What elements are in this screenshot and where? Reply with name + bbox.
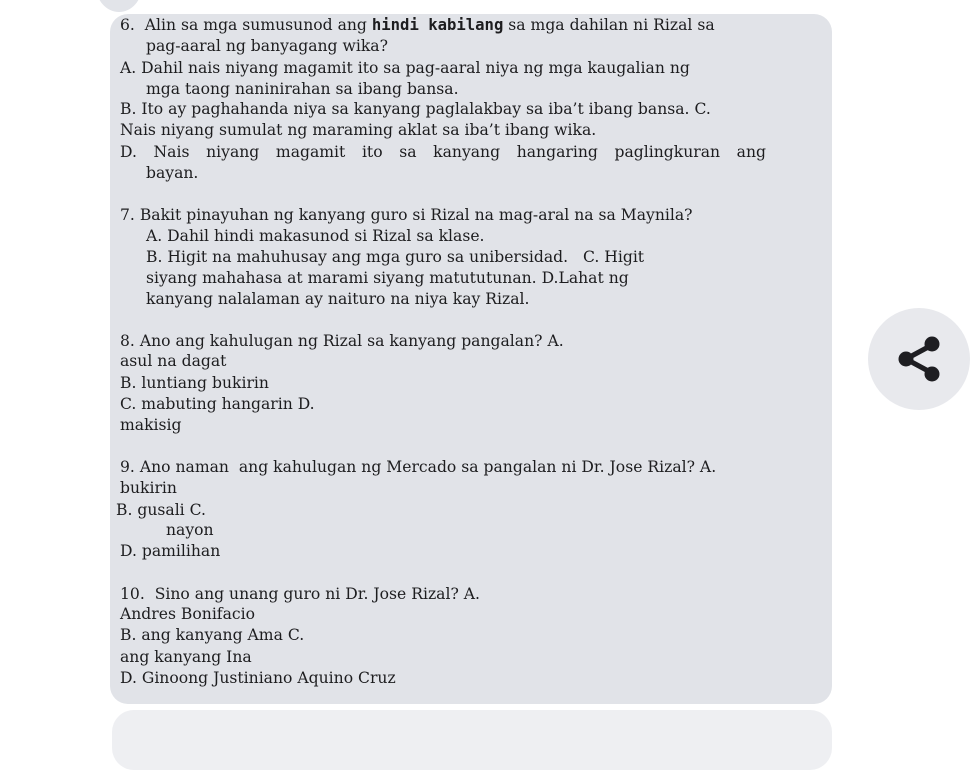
share-button[interactable] [868,308,970,410]
choice-a: A. Dahil hindi makasunod si Rizal sa klase. [146,227,485,245]
question-6-text-cont: pag-aaral ng banyagang wika? [146,37,388,55]
choice-a-cont: mga taong naninirahan sa ibang bansa. [146,80,459,98]
choice-c: nayon [166,521,214,539]
choice-a: Andres Bonifacio [120,605,255,623]
choice-d-cont: bayan. [146,164,199,182]
choice-c: ang kanyang Ina [120,648,252,666]
question-10-text: 10. Sino ang unang guro ni Dr. Jose Rizal? A. [120,585,480,603]
choice-c-d: siyang mahahasa at marami siyang matututunan. D.Lahat ng [146,269,629,287]
choice-a: asul na dagat [120,352,227,370]
choice-a: A. Dahil nais niyang magamit ito sa pag-aaral niya ng mga kaugalian ng [120,59,690,77]
choice-b: B. ang kanyang Ama C. [120,626,305,644]
choice-b-c: B. Higit na mahuhusay ang mga guro sa unibersidad. C. Higit [146,248,645,266]
question-text: sa mga dahilan ni Rizal sa [503,16,715,34]
choice-a: bukirin [120,479,177,497]
choice-b: B. gusali C. [116,501,206,519]
choice-b: B. Ito ay paghahanda niya sa kanyang paglalakbay sa iba’t ibang bansa. C. [120,100,711,118]
choice-d: makisig [120,416,182,434]
choice-d-cont: kanyang nalalaman ay naituro na niya kay Rizal. [146,290,530,308]
choice-d: D. Ginoong Justiniano Aquino Cruz [120,669,396,687]
choice-d: D. Nais niyang magamit ito sa kanyang hangaring paglingkuran ang [120,143,766,161]
choice-d: D. pamilihan [120,542,221,560]
question-8-text: 8. Ano ang kahulugan ng Rizal sa kanyang pangalan? A. [120,332,564,350]
choice-c: Nais niyang sumulat ng maraming aklat sa iba’t ibang wika. [120,121,597,139]
question-9-text: 9. Ano naman ang kahulugan ng Mercado sa pangalan ni Dr. Jose Rizal? A. [120,458,717,476]
share-icon [891,331,947,387]
next-card [112,710,832,770]
question-6-text [120,15,715,35]
emphasis-text: hindi kabilang [371,16,504,34]
previous-card-edge [96,0,142,12]
choice-c: C. mabuting hangarin D. [120,395,315,413]
choice-b: B. luntiang bukirin [120,374,269,392]
question-text: 6. Alin sa mga sumusunod ang [120,16,372,34]
question-7-text: 7. Bakit pinayuhan ng kanyang guro si Rizal na mag-aral na sa Maynila? [120,206,693,224]
